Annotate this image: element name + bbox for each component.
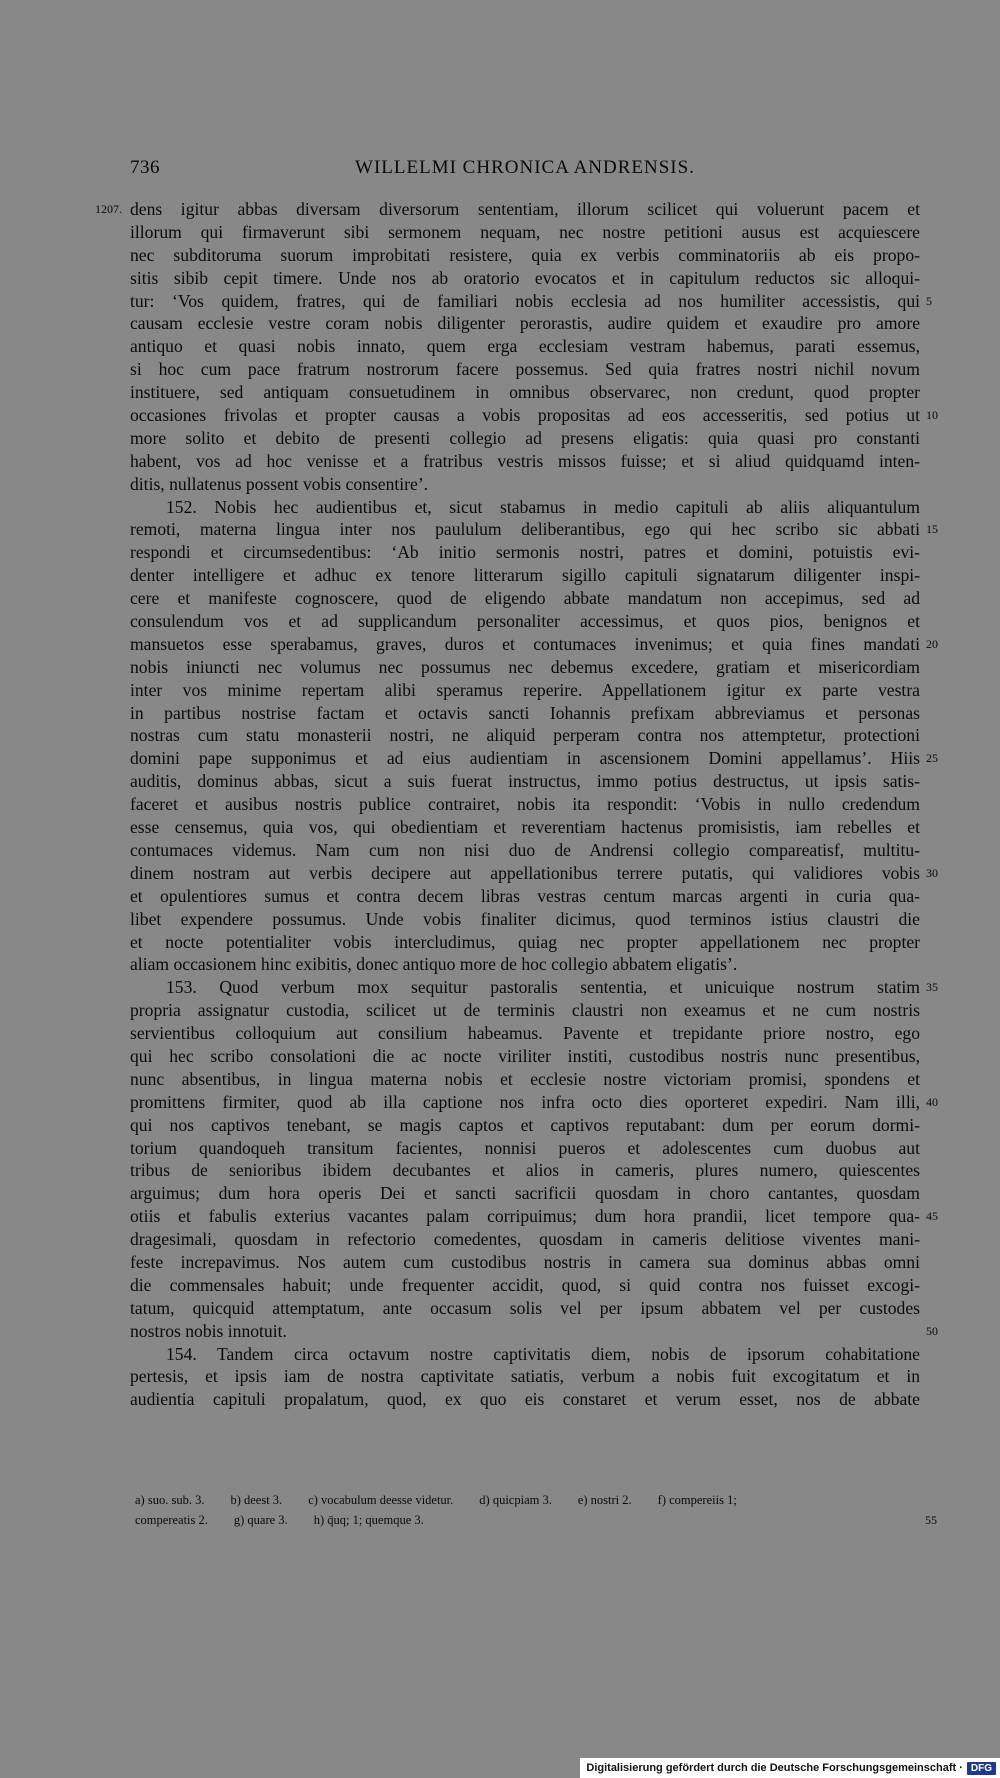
text-line xyxy=(130,747,938,770)
footer-bar xyxy=(580,1758,1000,1778)
text-line xyxy=(130,1205,938,1228)
line-text: causam ecclesie vestre coram nobis diligenter perorastis, audire quidem et exaudire pro amore xyxy=(130,313,920,334)
text-line xyxy=(130,1388,920,1411)
footnote: c) vocabulum deesse videtur. xyxy=(308,1493,454,1507)
line-text: dinem nostram aut verbis decipere aut appellationibus terrere putatis, qui validiores vobis xyxy=(130,862,920,883)
text-line xyxy=(130,1182,920,1205)
line-text: 152. Nobis hec audientibus et, sicut stabamus in medio capituli ab aliis aliquantulum xyxy=(166,496,920,517)
text-line xyxy=(130,793,920,816)
text-line xyxy=(95,198,920,221)
line-text: faceret et ausibus nostris publice contrairet, nobis ita respondit: ‘Vobis in nullo credendum xyxy=(130,794,920,815)
footnote: f) compereiis 1; xyxy=(657,1493,737,1507)
line-text: ditis, nullatenus possent vobis consentire’. xyxy=(130,473,429,494)
footnote-line-1 xyxy=(135,1490,925,1510)
text-line xyxy=(130,770,920,793)
footer-credit: Digitalisierung gefördert durch die Deutsche Forschungsgemeinschaft · xyxy=(586,1762,963,1774)
line-number: 50 xyxy=(926,1323,938,1338)
text-line xyxy=(130,610,920,633)
line-text: si hoc cum pace fratrum nostrorum facere possemus. Sed quia fratres nostri nichil novum xyxy=(130,359,920,380)
text-line xyxy=(130,1137,920,1160)
text-line xyxy=(130,427,920,450)
line-number: 5 xyxy=(926,293,932,308)
line-text: die commensales habuit; unde frequenter accidit, quod, si quid contra nos fuisset excogi- xyxy=(130,1274,920,1295)
text-line xyxy=(130,221,920,244)
line-text: denter intelligere et adhuc ex tenore litterarum sigillo capituli signatarum diligenter inspi- xyxy=(130,565,920,586)
footnote: d) quicpiam 3. xyxy=(479,1493,552,1507)
text-line xyxy=(130,885,920,908)
line-text: inter vos minime repertam alibi speramus reperire. Appellationem igitur ex parte vestra xyxy=(130,679,920,700)
dfg-logo: DFG xyxy=(967,1762,996,1775)
line-number: 15 xyxy=(926,522,938,537)
line-text: aliam occasionem hinc exibitis, donec antiquo more de hoc collegio abbatem eligatis’. xyxy=(130,954,738,975)
text-line xyxy=(130,450,920,473)
line-number: 35 xyxy=(926,980,938,995)
line-text: tribus de senioribus ibidem decubantes et alios in cameris, plures numero, quiescentes xyxy=(130,1160,920,1181)
line-text: torium quandoqueh transitum facientes, nonnisi pueros et adolescentes cum duobus aut xyxy=(130,1137,920,1158)
line-text: 154. Tandem circa octavum nostre captivitatis diem, nobis de ipsorum cohabitatione xyxy=(166,1343,920,1364)
line-text: audientia capituli propalatum, quod, ex quo eis constaret et verum esset, nos de abbate xyxy=(130,1389,920,1410)
line-text: more solito et debito de presenti collegio ad presens eligatis: quia quasi pro constanti xyxy=(130,427,920,448)
line-text: auditis, dominus abbas, sicut a suis fuerat instructus, immo potius destructus, ut ipsis satis- xyxy=(130,771,920,792)
line-number: 25 xyxy=(926,751,938,766)
line-text: et nocte potentialiter vobis intercludimus, quiag nec propter appellationem nec propter xyxy=(130,931,920,952)
line-number: 40 xyxy=(926,1094,938,1109)
line-text: tur: ‘Vos quidem, fratres, qui de familiari nobis ecclesia ad nos humiliter accessistis, qui xyxy=(130,290,920,311)
line-text: remoti, materna lingua inter nos paululum deliberantibus, ego qui hec scribo sic abbati xyxy=(130,519,920,540)
text-line xyxy=(130,724,920,747)
text-line xyxy=(130,335,920,358)
line-text: in partibus nostrise factam et octavis sancti Iohannis prefixam abbreviamus et personas xyxy=(130,702,920,723)
page-number: 736 xyxy=(130,157,160,178)
text-line xyxy=(130,1022,920,1045)
text-line xyxy=(130,496,920,519)
text-line xyxy=(130,541,920,564)
line-number: 45 xyxy=(926,1209,938,1224)
text-line xyxy=(130,312,920,335)
line-text: sitis sibib cepit timere. Unde nos ab oratorio evocatos et in capitulum reductos sic alloqui- xyxy=(130,267,920,288)
running-title: WILLELMI CHRONICA ANDRENSIS. xyxy=(355,157,695,178)
line-text: mansuetos esse sperabamus, graves, duros et contumaces invenimus; et quia fines mandati xyxy=(130,633,920,654)
line-text: instituere, sed antiquam consuetudinem in omnibus observarec, non credunt, quod propter xyxy=(130,382,920,403)
line-text: nec subditoruma suorum improbitati resistere, quia ex verbis comminatoriis ab eis propo- xyxy=(130,244,920,265)
line-text: dragesimali, quosdam in refectorio comedentes, quosdam in cameris delitiose viventes mani- xyxy=(130,1229,920,1250)
text-line xyxy=(130,1159,920,1182)
text-line xyxy=(130,404,938,427)
line-text: respondi et circumsedentibus: ‘Ab initio sermonis nostri, patres et domini, potuistis evi- xyxy=(130,542,920,563)
footnote: g) quare 3. xyxy=(233,1513,288,1527)
footnotes xyxy=(135,1490,937,1530)
text-line xyxy=(130,564,920,587)
text-line xyxy=(130,862,938,885)
line-text: esse censemus, quia vos, qui obedientiam et reverentiam hactenus promisistis, iam rebelles et xyxy=(130,817,920,838)
line-number: 20 xyxy=(926,636,938,651)
text-line xyxy=(130,1228,920,1251)
line-text: propria assignatur custodia, scilicet ut de terminis claustri non exeamus et ne cum nostris xyxy=(130,1000,920,1021)
text-line xyxy=(130,518,938,541)
line-text: et opulentiores sumus et contra decem libras vestras centum marcas argenti in curia qua- xyxy=(130,885,920,906)
line-text: feste increpavimus. Nos autem cum custodibus nostris in camera sua dominus abbas omni xyxy=(130,1251,920,1272)
text-line xyxy=(130,839,920,862)
text-line xyxy=(130,953,920,976)
line-text: qui nos captivos tenebant, se magis captos et captivos reputabant: dum per eorum dormi- xyxy=(130,1114,920,1135)
footnote: h) q̄uq; 1; quemque 3. xyxy=(313,1513,424,1527)
text-line xyxy=(130,1343,920,1366)
text-line xyxy=(130,1045,920,1068)
line-number: 10 xyxy=(926,408,938,423)
line-text: contumaces videmus. Nam cum non nisi duo de Andrensi collegio compareatisf, multitu- xyxy=(130,839,920,860)
footnote: a) suo. sub. 3. xyxy=(135,1493,205,1507)
text-line xyxy=(130,587,920,610)
text-line xyxy=(130,1274,920,1297)
line-text: habent, vos ad hoc venisse et a fratribus vestris missos fuisse; et si aliud quidquamd inten- xyxy=(130,450,920,471)
running-head xyxy=(130,157,920,185)
line-text: domini pape supponimus et ad eius audientiam in ascensionem Domini appellamus’. Hiis xyxy=(130,748,920,769)
text-line xyxy=(130,381,920,404)
year-marker: 1207. xyxy=(95,202,122,216)
text-line xyxy=(130,1114,920,1137)
text-line xyxy=(130,358,920,381)
line-text: qui hec scribo consolationi die ac nocte viriliter institi, custodibus nostris nunc presentibus, xyxy=(130,1045,920,1066)
text-line xyxy=(130,1365,920,1388)
line-text: arguimus; dum hora operis Dei et sancti sacrificii quosdam in choro cantantes, quosdam xyxy=(130,1183,920,1204)
text-line xyxy=(130,1320,938,1343)
footnote-line-number: 55 xyxy=(925,1513,937,1527)
text-line xyxy=(130,1091,938,1114)
text-line xyxy=(130,290,932,313)
text-line xyxy=(130,679,920,702)
line-text: tatum, quicquid attemptatum, ante occasum solis vel per ipsum abbatem vel per custodes xyxy=(130,1297,920,1318)
footnote: compereatis 2. xyxy=(135,1513,208,1527)
text-line xyxy=(130,816,920,839)
line-text: illorum qui firmaverunt sibi sermonem nequam, nec nostre petitioni ausus est acquiescere xyxy=(130,221,920,242)
text-line xyxy=(130,999,920,1022)
line-text: pertesis, et ipsis iam de nostra captivitate satiatis, verbum a nobis fuit excogitatum et in xyxy=(130,1366,920,1387)
line-number: 30 xyxy=(926,865,938,880)
line-text: dens igitur abbas diversam diversorum sententiam, illorum scilicet qui voluerunt pacem et xyxy=(130,199,920,219)
text-line xyxy=(130,267,920,290)
line-text: nobis iniuncti nec volumus nec possumus nec debemus excedere, gratiam et misericordiam xyxy=(130,656,920,677)
line-text: 153. Quod verbum mox sequitur pastoralis sententia, et unicuique nostrum statim xyxy=(166,977,920,998)
text-line xyxy=(130,633,938,656)
line-text: promittens firmiter, quod ab illa captione nos infra octo dies oporteret expediri. Nam illi, xyxy=(130,1091,920,1112)
text-line xyxy=(130,908,920,931)
line-text: antiquo et quasi nobis innato, quem erga ecclesiam vestram habemus, parati essemus, xyxy=(130,336,920,357)
line-text: otiis et fabulis exterius vacantes palam corripuimus; dum hora prandii, licet tempore qua- xyxy=(130,1206,920,1227)
text-line xyxy=(130,1297,920,1320)
line-text: occasiones frivolas et propter causas a vobis propositas ad eos accesseritis, sed potius ut xyxy=(130,405,920,426)
line-text: libet expendere possumus. Unde vobis finaliter dicimus, quod terminos istius claustri die xyxy=(130,908,920,929)
text-line xyxy=(130,976,938,999)
text-line xyxy=(130,244,920,267)
line-text: consulendum vos et ad supplicandum personaliter accessimus, et quos pios, benignos et xyxy=(130,611,920,632)
text-line xyxy=(130,656,920,679)
line-text: servientibus colloquium aut consilium habeamus. Pavente et trepidante priore nostro, ego xyxy=(130,1023,920,1044)
line-text: nostras cum statu monasterii nostri, ne aliquid perperam contra nos attemptetur, protectioni xyxy=(130,725,920,746)
text-line xyxy=(130,1068,920,1091)
footnote: e) nostri 2. xyxy=(577,1493,632,1507)
footnote: b) deest 3. xyxy=(230,1493,283,1507)
text-line xyxy=(130,473,920,496)
text-line xyxy=(130,931,920,954)
body-text xyxy=(95,198,938,1411)
line-text: nostros nobis innotuit. xyxy=(130,1320,287,1341)
text-line xyxy=(130,1251,920,1274)
line-text: nunc absentibus, in lingua materna nobis et ecclesie nostre victoriam promisi, spondens et xyxy=(130,1068,920,1089)
text-line xyxy=(130,702,920,725)
line-text: cere et manifeste cognoscere, quod de eligendo abbate mandatum non accepimus, sed ad xyxy=(130,588,920,609)
footnote-line-2 xyxy=(135,1510,937,1530)
